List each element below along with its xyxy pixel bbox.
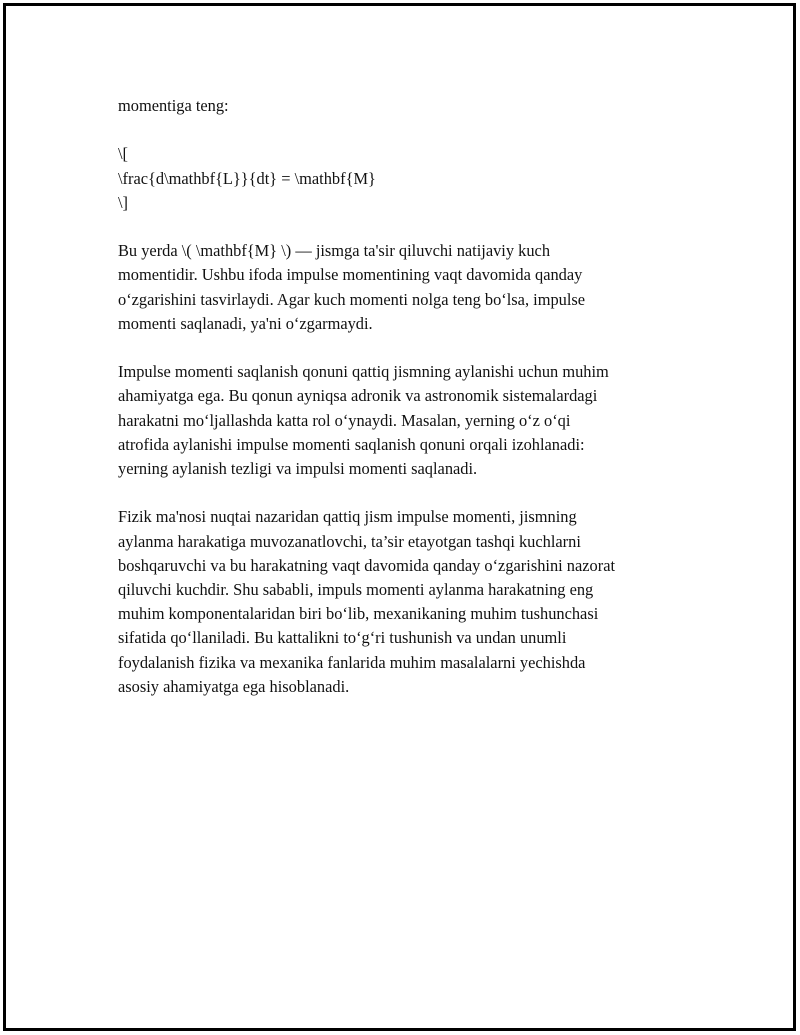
formula-line-close: \] bbox=[118, 192, 129, 212]
formula-line-expression: \frac{d\mathbf{L}}{dt} = \mathbf{M} bbox=[118, 168, 376, 188]
document-body bbox=[118, 94, 688, 723]
formula-block bbox=[118, 142, 688, 215]
formula-line-open: \[ bbox=[118, 144, 129, 164]
intro-line: momentiga teng: bbox=[118, 96, 229, 115]
paragraph-definition: Bu yerda \( \mathbf{M} \) — jismga ta'sir qiluvchi natijaviy kuch momentidir. Ushbu ifoda impulse momentining vaqt davomida qanday o‘zgarishini tasvirlaydi. Agar kuch momenti nolga teng bo‘lsa, impulse momenti saqlanadi, ya'ni o‘zgarmaydi. bbox=[118, 241, 586, 333]
paragraph-conservation: Impulse momenti saqlanish qonuni qattiq jismning aylanishi uchun muhim ahamiyatga ega. Bu qonun ayniqsa adronik va astronomik sistemalardagi harakatni mo‘ljallashda katta rol o‘ynaydi. Masalan, yerning o‘z o‘qi atrofida aylanishi impulse momenti saqlanish qonuni orqali izohlanadi: yerning aylanish tezligi va impulsi momenti saqlanadi. bbox=[118, 362, 609, 478]
paragraph-physical-meaning: Fizik ma'nosi nuqtai nazaridan qattiq jism impulse momenti, jismning aylanma harakatiga muvozanatlovchi, ta’sir etayotgan tashqi kuchlarni boshqaruvchi va bu harakatning vaqt davomida qanday o‘zgarishini nazorat qiluvchi kuchdir. Shu sababli, impuls momenti aylanma harakatning eng muhim komponentalaridan biri bo‘lib, mexanikaning muhim tushunchasi sifatida qo‘llaniladi. Bu kattalikni to‘g‘ri tushunish va undan unumli foydalanish fizika va mexanika fanlarida muhim masalalarni yechishda asosiy ahamiyatga ega hisoblanadi. bbox=[118, 507, 616, 696]
